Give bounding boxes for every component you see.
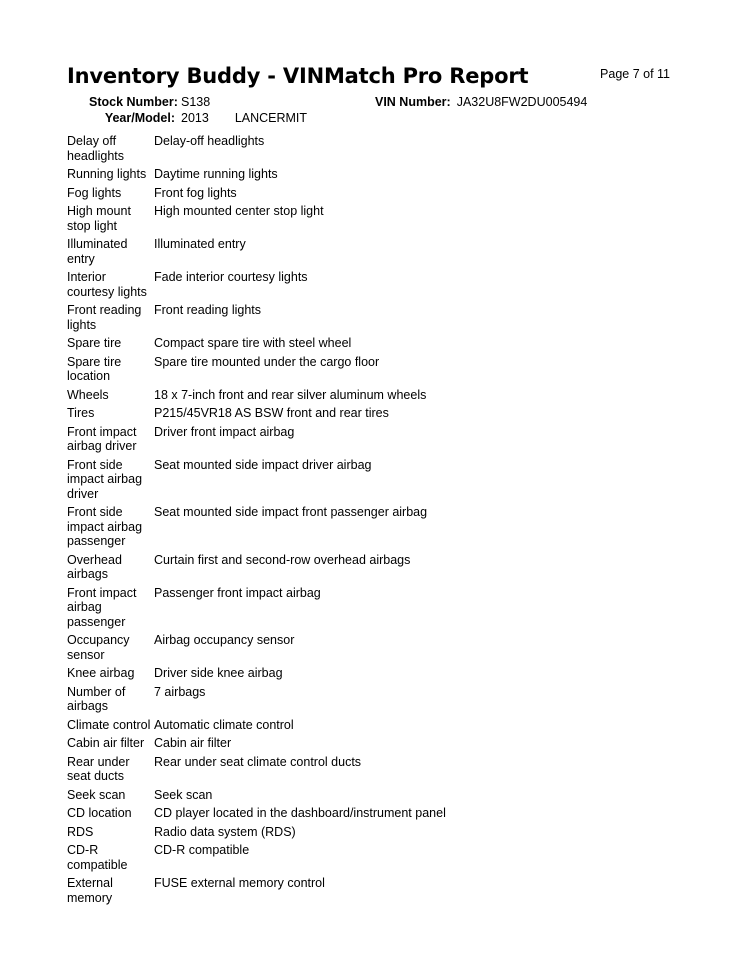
spec-description: CD player located in the dashboard/instrument panel xyxy=(154,806,446,820)
spec-feature: Overhead airbags xyxy=(67,552,122,581)
vin-number-row xyxy=(375,95,587,109)
spec-row xyxy=(67,505,687,553)
spec-description: Driver front impact airbag xyxy=(154,424,295,439)
spec-feature: Tires xyxy=(67,406,95,420)
vin-number-value: JA32U8FW2DU005494 xyxy=(456,95,588,109)
spec-description: Spare tire mounted under the cargo floor xyxy=(154,354,380,369)
spec-description: Airbag occupancy sensor xyxy=(154,633,295,647)
spec-description: Delay-off headlights xyxy=(154,134,265,148)
spec-feature: Front impact airbag passenger xyxy=(67,585,137,629)
year-model-label: Year/Model: xyxy=(104,111,175,125)
spec-feature: High mount stop light xyxy=(67,204,131,233)
spec-row xyxy=(67,336,687,355)
spec-description: CD-R compatible xyxy=(154,843,250,857)
spec-description: 7 airbags xyxy=(154,684,206,699)
spec-feature: Delay off headlights xyxy=(67,134,124,163)
spec-description: Radio data system (RDS) xyxy=(154,824,296,839)
spec-feature: Spare tire location xyxy=(67,354,122,383)
spec-description: Cabin air filter xyxy=(154,736,232,750)
spec-description: Front fog lights xyxy=(154,185,237,200)
spec-feature: Fog lights xyxy=(67,185,122,200)
spec-row xyxy=(67,553,687,586)
spec-row xyxy=(67,843,687,876)
spec-feature: Wheels xyxy=(67,387,109,402)
spec-feature: Illuminated entry xyxy=(67,237,128,266)
spec-row xyxy=(67,788,687,807)
spec-row xyxy=(67,167,687,186)
spec-table xyxy=(67,134,687,909)
spec-description: Fade interior courtesy lights xyxy=(154,270,308,284)
stock-number-value: S138 xyxy=(181,95,211,109)
year-model-row xyxy=(89,111,307,125)
report-title: Inventory Buddy - VINMatch Pro Report xyxy=(67,64,529,88)
spec-description: 18 x 7-inch front and rear silver aluminum wheels xyxy=(154,387,427,402)
spec-row xyxy=(67,825,687,844)
spec-feature: Climate control xyxy=(67,717,151,732)
spec-row xyxy=(67,718,687,737)
spec-description: Automatic climate control xyxy=(154,717,294,732)
spec-row xyxy=(67,237,687,270)
spec-feature: RDS xyxy=(67,824,94,839)
spec-row xyxy=(67,134,687,167)
spec-description: Driver side knee airbag xyxy=(154,666,283,680)
vin-number-label: VIN Number: xyxy=(375,95,451,109)
spec-feature: Front impact airbag driver xyxy=(67,424,137,453)
spec-row xyxy=(67,666,687,685)
spec-description: Daytime running lights xyxy=(154,167,278,181)
spec-row xyxy=(67,406,687,425)
spec-description: Seat mounted side impact driver airbag xyxy=(154,457,372,472)
spec-row xyxy=(67,586,687,634)
spec-feature: Interior courtesy lights xyxy=(67,270,147,299)
spec-row xyxy=(67,736,687,755)
year-value: 2013 xyxy=(181,111,209,125)
spec-row xyxy=(67,270,687,303)
spec-description: Passenger front impact airbag xyxy=(154,585,321,600)
spec-row xyxy=(67,425,687,458)
spec-feature: Rear under seat ducts xyxy=(67,754,130,783)
spec-row xyxy=(67,806,687,825)
spec-row xyxy=(67,633,687,666)
spec-row xyxy=(67,458,687,506)
spec-description: P215/45VR18 AS BSW front and rear tires xyxy=(154,406,389,420)
spec-feature: Occupancy sensor xyxy=(67,633,130,662)
spec-row xyxy=(67,204,687,237)
spec-feature: Running lights xyxy=(67,167,147,181)
spec-feature: CD-R compatible xyxy=(67,843,128,872)
spec-feature: Spare tire xyxy=(67,336,122,350)
spec-feature: Number of airbags xyxy=(67,684,126,713)
spec-feature: Seek scan xyxy=(67,787,126,802)
spec-description: Illuminated entry xyxy=(154,237,246,251)
spec-row xyxy=(67,388,687,407)
spec-row xyxy=(67,186,687,205)
spec-description: Rear under seat climate control ducts xyxy=(154,754,362,769)
spec-description: Front reading lights xyxy=(154,303,262,317)
page-number: Page 7 of 11 xyxy=(600,67,670,81)
spec-description: FUSE external memory control xyxy=(154,876,325,890)
stock-number-label: Stock Number: xyxy=(89,95,178,109)
spec-feature: Front side impact airbag passenger xyxy=(67,505,143,548)
stock-number-row xyxy=(89,95,210,109)
spec-description: High mounted center stop light xyxy=(154,204,324,218)
spec-table-body xyxy=(67,134,687,909)
spec-row xyxy=(67,876,687,909)
model-value: LANCERMIT xyxy=(234,111,308,125)
spec-row xyxy=(67,355,687,388)
spec-row xyxy=(67,685,687,718)
spec-feature: CD location xyxy=(67,806,132,820)
spec-feature: Front side impact airbag driver xyxy=(67,457,143,501)
spec-feature: Cabin air filter xyxy=(67,736,145,750)
spec-row xyxy=(67,303,687,336)
spec-description: Compact spare tire with steel wheel xyxy=(154,336,352,350)
spec-description: Seat mounted side impact front passenger airbag xyxy=(154,505,428,519)
spec-description: Curtain first and second-row overhead airbags xyxy=(154,552,411,567)
spec-feature: Knee airbag xyxy=(67,666,135,680)
spec-description: Seek scan xyxy=(154,787,213,802)
spec-feature: Front reading lights xyxy=(67,303,142,332)
spec-feature: External memory xyxy=(67,876,113,905)
spec-row xyxy=(67,755,687,788)
